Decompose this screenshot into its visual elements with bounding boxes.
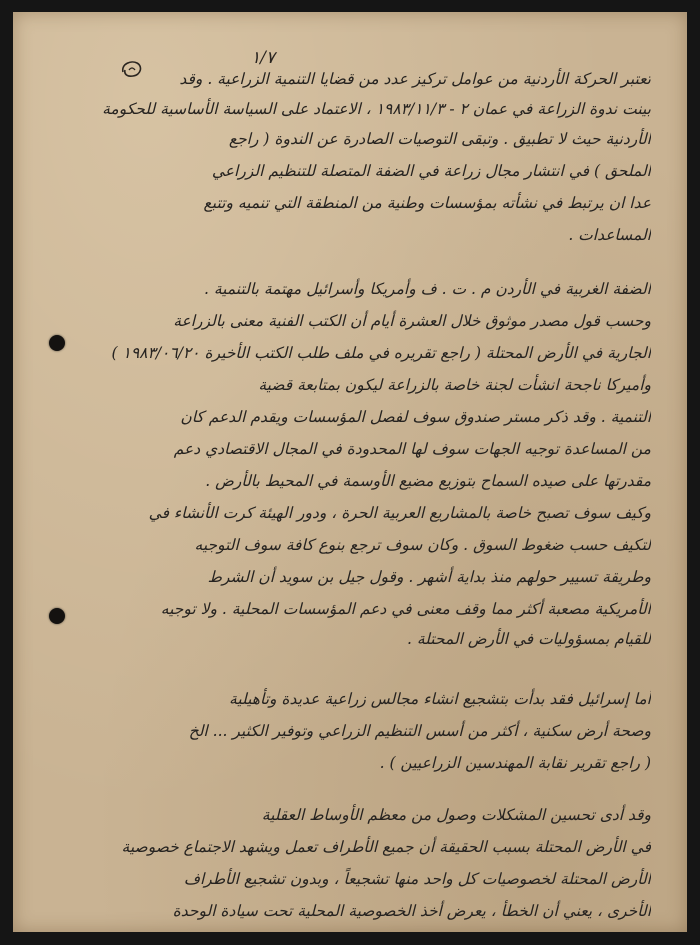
document-page: [13, 12, 687, 932]
text-line: الأردنية حيث لا تطبيق . وتبقى التوصيات الصادرة عن الندوة ( راجع: [228, 130, 651, 148]
text-line: الأرض المحتلة لخصوصيات كل واحد منها تشجيعاً ، وبدون تشجيع الأطراف: [183, 870, 651, 888]
text-line: بينت ندوة الزراعة في عمان ٢ - ١٩٨٣/١١/٣ ، الاعتماد على السياسة الأساسية للحكومة: [102, 100, 651, 118]
text-line: الأمريكية مصعبة أكثر مما وقف معنى في دعم المؤسسات المحلية . ولا توجيه: [160, 600, 651, 618]
text-line: وقد أدى تحسين المشكلات وصول من معظم الأوساط العقلية: [261, 806, 651, 824]
text-line: لتكيف حسب ضغوط السوق . وكان سوف ترجع بنوع كافة سوف التوجيه: [194, 536, 651, 554]
text-line: وطريقة تسيير حولهم منذ بداية أشهر . وقول جيل بن سويد أن الشرط: [207, 568, 651, 586]
text-line: في الأرض المحتلة بسبب الحقيقة أن جميع الأطراف تعمل ويشهد الاجتماع خصوصية: [121, 838, 651, 856]
text-line: تعتبر الحركة الأردنية من عوامل تركيز عدد من قضايا التنمية الزراعية . وقد: [179, 70, 651, 88]
text-line: الجارية في الأرض المحتلة ( راجع تقريره في ملف طلب الكتب الأخيرة ١٩٨٣/٠٦/٢٠ ): [111, 344, 651, 362]
text-line: التنمية . وقد ذكر مستر صندوق سوف لفصل المؤسسات ويقدم الدعم كان: [180, 408, 651, 426]
text-line: المساعدات .: [568, 226, 651, 244]
text-line: للقيام بمسؤوليات في الأرض المحتلة .: [407, 630, 651, 648]
text-line: الضفة الغربية في الأردن م . ت . ف وأمريكا وأسرائيل مهتمة بالتنمية .: [204, 280, 651, 298]
text-line: وحسب قول مصدر موثوق خلال العشرة أيام أن الكتب الفنية معنى بالزراعة: [173, 312, 651, 330]
text-line: مقدرتها على صيده السماح بتوزيع مضيع الأوسمة في المحيط بالأرض .: [205, 472, 651, 490]
text-line: الملحق ) في انتشار مجال زراعة في الضفة المتصلة للتنظيم الزراعي: [211, 162, 651, 180]
text-line: وأميركا ناجحة انشأت لجنة خاصة بالزراعة ليكون بمتابعة قضية: [258, 376, 651, 394]
text-line: أما إسرائيل فقد بدأت بتشجيع انشاء مجالس زراعية عديدة وتأهيلية: [229, 690, 651, 708]
text-line: من المساعدة توجيه الجهات سوف لها المحدودة في المجال الاقتصادي دعم: [173, 440, 651, 458]
text-line: وصحة أرض سكنية ، أكثر من أسس التنظيم الزراعي وتوفير الكثير ... الخ: [188, 722, 651, 740]
text-line: عدا ان يرتبط في نشأته بمؤسسات وطنية من المنطقة التي تنميه وتتبع: [203, 194, 651, 212]
text-line: ( راجع تقرير نقابة المهندسين الزراعيين ) .: [379, 754, 651, 772]
page-number: ١/٧: [251, 48, 275, 68]
text-line: وكيف سوف تصبح خاصة بالمشاريع العربية الحرة ، ودور الهيئة كرت الأنشاء في: [148, 504, 651, 522]
text-line: الأخرى ، يعني أن الخطأ ، يعرض أخذ الخصوصية المحلية تحت سيادة الوحدة: [172, 902, 651, 920]
